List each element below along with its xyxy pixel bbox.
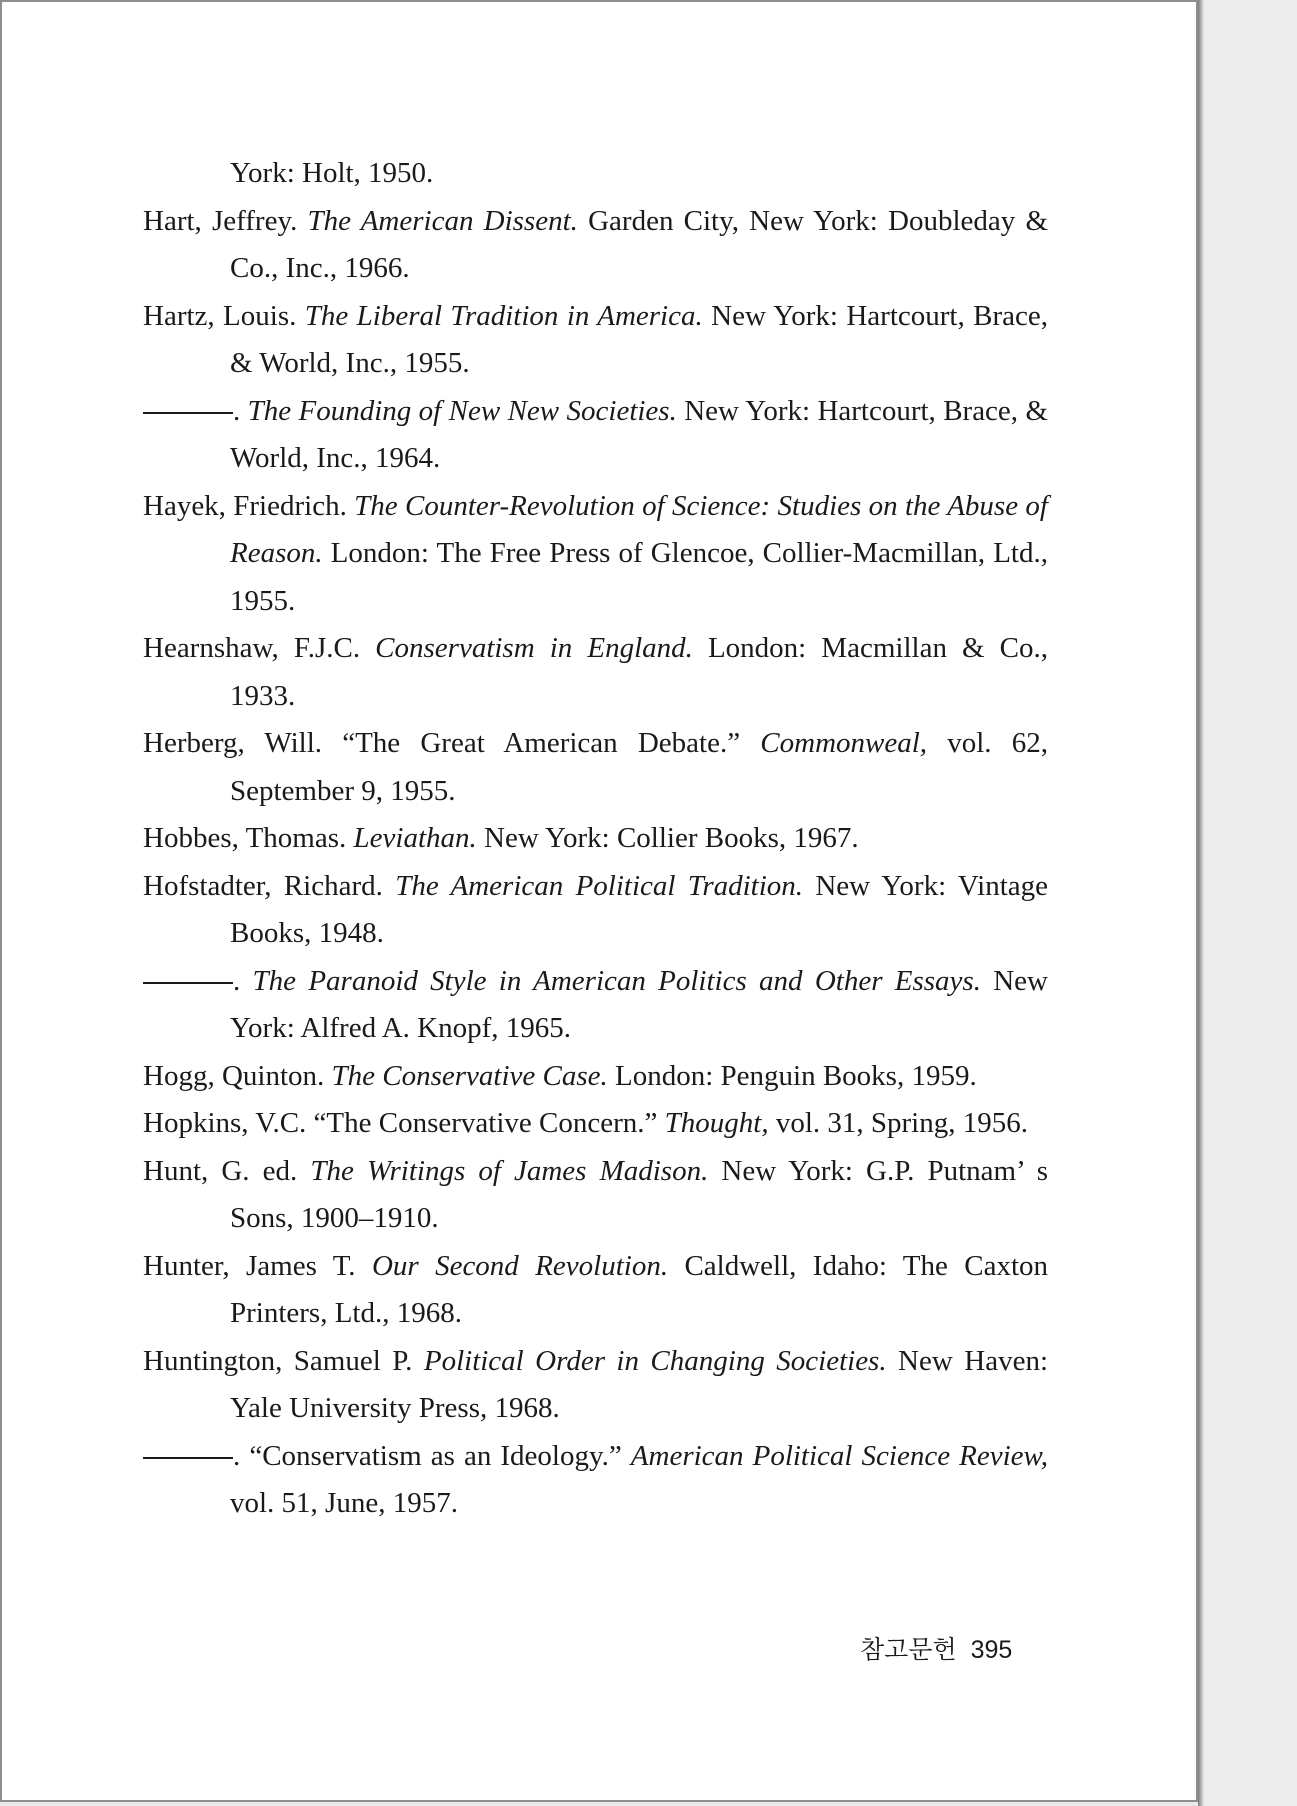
work-title: Leviathan. (353, 822, 477, 854)
work-title: American Political Science Review, (630, 1439, 1048, 1472)
entry-text: vol. 62, September 9, 1955. (230, 727, 1048, 807)
bibliography-list (143, 150, 1048, 1528)
bibliography-entry (143, 958, 1048, 1053)
entry-text: . (233, 394, 248, 427)
work-title: Our Second Revolution. (371, 1249, 669, 1282)
bibliography-entry (143, 720, 1048, 815)
entry-text: London: The Free Press of Glencoe, Collier-Macmillan, Ltd., 1955. (230, 537, 1048, 617)
entry-text: London: Macmillan & Co., 1933. (230, 632, 1048, 712)
repeated-author-dash (143, 1457, 233, 1459)
entry-text: York: Holt, 1950. (230, 157, 434, 189)
entry-text: New York: Vintage Books, 1948. (230, 869, 1048, 949)
bibliography-entry (143, 625, 1048, 720)
entry-text: vol. 31, Spring, 1956. (768, 1107, 1028, 1139)
bibliography-entry (143, 1243, 1048, 1338)
viewer-background (1204, 0, 1297, 1806)
entry-text: Hobbes, Thomas. (143, 822, 354, 854)
entry-text: Hearnshaw, F.J.C. (143, 632, 376, 664)
work-title: The American Dissent. (307, 204, 578, 237)
bibliography-entry-continuation (143, 150, 1048, 198)
bibliography-entry (143, 293, 1048, 388)
entry-text: Hunt, G. ed. (143, 1154, 311, 1187)
entry-text: New York: Alfred A. Knopf, 1965. (230, 964, 1048, 1044)
bibliography-entry (143, 1053, 1048, 1101)
work-title: The American Political Tradition. (395, 869, 804, 902)
work-title: Commonweal, (760, 727, 928, 759)
entry-text: Hayek, Friedrich. (143, 489, 355, 522)
bibliography-entry (143, 1433, 1048, 1528)
entry-text: Hofstadter, Richard. (143, 869, 396, 902)
entry-text: Hartz, Louis. (143, 299, 305, 332)
entry-text: London: Penguin Books, 1959. (607, 1059, 977, 1092)
work-title: The Counter-Revolution of Science: Studies on the Abuse of Reason. (230, 489, 1048, 569)
bibliography-entry (143, 1338, 1048, 1433)
entry-text: New York: Hartcourt, Brace, & World, Inc., 1964. (230, 394, 1048, 474)
work-title: The Paranoid Style in American Politics and Other Essays. (252, 964, 981, 997)
bibliography-entry (143, 483, 1048, 626)
entry-text: New York: Collier Books, 1967. (476, 822, 859, 854)
page-number: 395 (970, 1636, 1013, 1664)
entry-text: Hogg, Quinton. (143, 1059, 332, 1092)
work-title: The Writings of James Madison. (310, 1154, 709, 1187)
entry-text: New Haven: Yale University Press, 1968. (230, 1344, 1048, 1424)
work-title: Political Order in Changing Societies. (423, 1344, 887, 1377)
entry-text: Hart, Jeffrey. (143, 204, 308, 237)
entry-text: Herberg, Will. “The Great American Debate.” (143, 727, 761, 759)
entry-text: New York: Hartcourt, Brace, & World, Inc., 1955. (230, 299, 1048, 379)
work-title: The Conservative Case. (331, 1059, 608, 1092)
work-title: Thought, (664, 1107, 769, 1139)
entry-text: Huntington, Samuel P. (143, 1344, 424, 1377)
page-footer (860, 1630, 1012, 1666)
entry-text: vol. 51, June, 1957. (230, 1487, 458, 1519)
section-title: 참고문헌 (860, 1635, 957, 1664)
entry-text: Hunter, James T. (143, 1249, 372, 1282)
entry-text: Hopkins, V.C. “The Conservative Concern.” (143, 1107, 665, 1139)
bibliography-entry (143, 863, 1048, 958)
entry-text: Garden City, New York: Doubleday & Co., Inc., 1966. (230, 204, 1048, 284)
bibliography-entry (143, 1148, 1048, 1243)
repeated-author-dash (143, 412, 233, 414)
entry-text: . (233, 964, 253, 997)
bibliography-entry (143, 1100, 1048, 1148)
bibliography-entry (143, 198, 1048, 293)
bibliography-entry (143, 815, 1048, 863)
entry-text: New York: G.P. Putnam’ s Sons, 1900–1910. (230, 1154, 1048, 1234)
work-title: The Liberal Tradition in America. (304, 299, 703, 332)
bibliography-entry (143, 388, 1048, 483)
work-title: Conservatism in England. (375, 632, 693, 664)
work-title: The Founding of New New Societies. (247, 394, 677, 427)
entry-text: . “Conservatism as an Ideology.” (233, 1439, 631, 1472)
repeated-author-dash (143, 982, 233, 984)
entry-text: Caldwell, Idaho: The Caxton Printers, Ltd., 1968. (230, 1249, 1048, 1329)
